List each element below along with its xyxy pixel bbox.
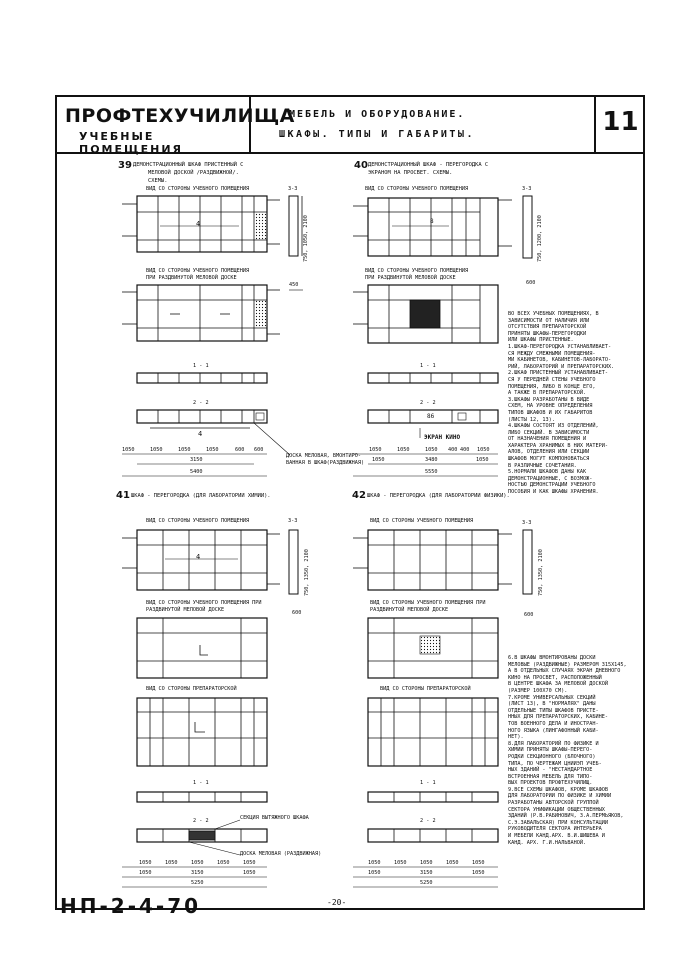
section-41-dim-b: 3150 bbox=[191, 870, 204, 876]
section-41-depth: 600 bbox=[292, 610, 302, 616]
section-41-view-1: ВИД СО СТОРОНЫ УЧЕБНОГО ПОМЕЩЕНИЯ bbox=[146, 518, 250, 524]
section-40-title-2: ЭКРАНОМ НА ПРОСВЕТ. СХЕМЫ. bbox=[368, 170, 453, 176]
section-40-number: 40 bbox=[354, 160, 368, 171]
note-line: ХИМИИ ПРИНЯТЫ ШКАФЫ-ПЕРЕГО- bbox=[508, 747, 593, 754]
note-line: (ЛИСТЫ 12, 13). bbox=[508, 416, 555, 423]
section-41-mark-4: 4 bbox=[196, 553, 201, 561]
note-line: ЗАВИСИМОСТИ ОТ НАЛИЧИЯ ИЛИ bbox=[508, 317, 590, 324]
section-39-dim-1: 1050 bbox=[122, 447, 135, 453]
note-line: ПОМЕЩЕНИЯ, ЛИБО В КОНЦЕ ЕГО, bbox=[508, 383, 596, 390]
section-42-cut-33: 3-3 bbox=[522, 520, 532, 526]
note-line: РУКОВОДИТЕЛЯ СЕКТОРА ИНТЕРЬЕРА bbox=[508, 826, 602, 833]
document-code: НП-2-4-70 bbox=[60, 894, 202, 918]
section-42-dim-total: 5250 bbox=[420, 880, 433, 886]
section-42-dim-2: 1050 bbox=[394, 860, 407, 866]
section-39-dim-total: 5400 bbox=[190, 469, 203, 475]
section-41-view-3: ВИД СО СТОРОНЫ ПРЕПАРАТОРСКОЙ bbox=[146, 686, 237, 692]
note-line: ЗДАНИЙ (Р.В.РАБИНОВИЧ, З.А.ПЕРМЬЯКОВ, bbox=[508, 813, 624, 820]
section-42-number: 42 bbox=[352, 490, 366, 501]
section-41-dim-2: 1050 bbox=[165, 860, 178, 866]
section-41-dim-total: 5250 bbox=[191, 880, 204, 886]
note-line: ВЫХ ПРОЕКТОВ ПРОФТЕХУЧИЛИЩ. bbox=[508, 780, 593, 787]
note-line: ННЫХ ДЛЯ ПРЕПАРАТОРСКИХ, КАБИНЕ- bbox=[508, 714, 608, 721]
section-39-cut-11: 1 - 1 bbox=[193, 363, 209, 369]
section-40-cut-33: 3-3 bbox=[522, 186, 532, 192]
note-line: СЯ У ПЕРЕДНЕЙ СТЕНЫ УЧЕБНОГО bbox=[508, 376, 596, 383]
sec41-elevation-1 bbox=[122, 530, 280, 590]
section-39-dim-3: 1050 bbox=[178, 447, 191, 453]
note-line: 3.ШКАФЫ РАЗРАБОТАНЫ В ВИДЕ bbox=[508, 396, 590, 403]
note-line: ДЛЯ ЛАБОРАТОРИИ ПО ФИЗИКЕ И ХИМИИ bbox=[508, 793, 612, 800]
note-line: РИЙ, ЛАБОРАТОРИЙ И ПРЕПАРАТОРСКИХ. bbox=[508, 363, 615, 370]
document-title: ПРОФТЕХУЧИЛИЩА bbox=[65, 105, 295, 127]
note-line: И МЕБЕЛИ КАНД.АРХ. В.И.ШИШЕВА И bbox=[508, 833, 605, 840]
section-41-number: 41 bbox=[116, 490, 130, 501]
note-line: МЕЛОВЫЕ (РАЗДВИЖНЫЕ) РАЗМЕРОМ 315Х145, bbox=[508, 661, 627, 668]
section-40-dim-a: 1050 bbox=[372, 457, 385, 463]
section-39-mark-4a: 4 bbox=[196, 220, 201, 228]
note-line: 1.ШКАФ-ПЕРЕГОРОДКА УСТАНАВЛИВАЕТ- bbox=[508, 343, 612, 350]
section-39-dim-2: 1050 bbox=[150, 447, 163, 453]
section-40-vertical-dims: 750, 1200, 2100 bbox=[537, 215, 543, 262]
note-line: ОТ НАЗНАЧЕНИЯ ПОМЕЩЕНИЯ И bbox=[508, 436, 587, 443]
note-line: НОГО ЯЗЫКА (ЛИНГАФОННЫЙ КАБИ- bbox=[508, 727, 599, 734]
section-39-depth: 450 bbox=[289, 282, 299, 288]
section-39-dim-4: 1050 bbox=[206, 447, 219, 453]
board-label-line2: ВАННАЯ В ШКАФ(РАЗДВИЖНАЯ) bbox=[286, 460, 365, 466]
section-41-cut-11: 1 - 1 bbox=[193, 780, 209, 786]
note-line: 5.НОРМАЛИ ШКАФОВ ДАНЫ КАК bbox=[508, 469, 587, 476]
section-40-dim-5: 400 bbox=[460, 447, 470, 453]
section-41-title: ШКАФ - ПЕРЕГОРОДКА (ДЛЯ ЛАБОРАТОРИИ ХИМИИ). bbox=[131, 493, 271, 499]
section-40-dim-6: 1050 bbox=[477, 447, 490, 453]
note-line: (ЛИСТ 13), В "НОРМАЛЯХ" ДАНЫ bbox=[508, 701, 596, 708]
note-line: 6.В ШКАФЫ ВМОНТИРОВАНЫ ДОСКИ bbox=[508, 655, 596, 661]
section-42-dim-3: 1050 bbox=[420, 860, 433, 866]
section-42-cut-22: 2 - 2 bbox=[420, 818, 436, 824]
screen-label: ЭКРАН КИНО bbox=[424, 434, 461, 441]
section-41-dim-4: 1050 bbox=[217, 860, 230, 866]
section-42-view-3: ВИД СО СТОРОНЫ ПРЕПАРАТОРСКОЙ bbox=[380, 686, 471, 692]
section-40-dim-2: 1050 bbox=[397, 447, 410, 453]
section-42-dim-1: 1050 bbox=[368, 860, 381, 866]
note-line: РОДКИ СЕКЦИОННОГО (БЛОЧНОГО) bbox=[508, 753, 596, 760]
section-39-view-2a: ВИД СО СТОРОНЫ УЧЕБНОГО ПОМЕЩЕНИЯ bbox=[146, 268, 250, 274]
board-label-line1: ДОСКА МЕЛОВАЯ, ВМОНТИРО- bbox=[286, 453, 361, 459]
section-42-dim-5: 1050 bbox=[472, 860, 485, 866]
sec40-elevation-2 bbox=[353, 285, 498, 343]
document-subtitle: УЧЕБНЫЕ ПОМЕЩЕНИЯ bbox=[79, 130, 183, 156]
note-line: СХЕМ, НА УРОВНЕ ОПРЕДЕЛЕНИЯ bbox=[508, 403, 593, 410]
section-42-view-2b: РАЗДВИНУТОЙ МЕЛОВОЙ ДОСКЕ bbox=[370, 607, 449, 613]
section-title-line2: ШКАФЫ. ТИПЫ И ГАБАРИТЫ. bbox=[279, 129, 475, 140]
section-39-mark-4b: 4 bbox=[198, 430, 203, 438]
section-39-title-3: СХЕМЫ. bbox=[148, 178, 168, 184]
note-line: ВО ВСЕХ УЧЕБНЫХ ПОМЕЩЕНИЯХ, В bbox=[508, 311, 599, 317]
sec42-elevation-2 bbox=[368, 618, 498, 678]
section-41-cut-33: 3-3 bbox=[288, 518, 298, 524]
section-39-view-1: ВИД СО СТОРОНЫ УЧЕБНОГО ПОМЕЩЕНИЯ bbox=[146, 186, 250, 192]
section-41-cut-22: 2 - 2 bbox=[193, 818, 209, 824]
note-line: НЫХ ЗДАНИЙ - "НЕСТАНДАРТНОЕ bbox=[508, 767, 593, 774]
section-39-title-2: МЕЛОВОЙ ДОСКОЙ /РАЗДВИЖНОЙ/. bbox=[148, 170, 239, 176]
section-39-title-1: ДЕМОНСТРАЦИОННЫЙ ШКАФ ПРИСТЕННЫЙ С bbox=[133, 162, 244, 168]
section-41-dim-5: 1050 bbox=[243, 860, 256, 866]
note-line: КИНО НА ПРОСВЕТ, РАСПОЛОЖЕННЫЙ bbox=[508, 674, 602, 681]
section-40-dim-4: 400 bbox=[448, 447, 458, 453]
section-42-view-2a: ВИД СО СТОРОНЫ УЧЕБНОГО ПОМЕЩЕНИЯ ПРИ bbox=[370, 600, 486, 606]
note-line: СЕКТОРА УНИФИКАЦИИ ОБЩЕСТВЕННЫХ bbox=[508, 806, 605, 813]
note-line: ТИПОВ ШКАФОВ И ИХ ГАБАРИТОВ bbox=[508, 409, 593, 416]
note-line: ТОВ ВОЕННОГО ДЕЛА И ИНОСТРАН- bbox=[508, 720, 599, 727]
section-40-dim-3: 1050 bbox=[425, 447, 438, 453]
sec39-elevation-1 bbox=[122, 196, 280, 252]
section-42-cut-11: 1 - 1 bbox=[420, 780, 436, 786]
note-line: 8.ДЛЯ ЛАБОРАТОРИЙ ПО ФИЗИКЕ И bbox=[508, 740, 599, 747]
note-line: НОСТЬЮ ДЕМОНСТРАЦИИ УЧЕБНОГО bbox=[508, 482, 596, 489]
section-39-cut-22: 2 - 2 bbox=[193, 400, 209, 406]
board-label-41: ДОСКА МЕЛОВАЯ (РАЗДВИЖНАЯ) bbox=[240, 851, 322, 857]
section-40-mark-8: 8 bbox=[430, 218, 434, 225]
section-41-dim-1: 1050 bbox=[139, 860, 152, 866]
note-line: ХАРАКТЕРА ХРАНИМЫХ В НИХ МАТЕРИ- bbox=[508, 442, 608, 449]
section-39-cut-33: 3-3 bbox=[288, 186, 298, 192]
note-line: 4.ШКАФЫ СОСТОЯТ ИЗ ОТДЕЛЕНИЙ, bbox=[508, 423, 599, 430]
note-line: ВСТРОЕННАЯ МЕБЕЛЬ ДЛЯ ТИПО- bbox=[508, 773, 593, 780]
section-40-view-2b: ПРИ РАЗДВИНУТОЙ МЕЛОВОЙ ДОСКЕ bbox=[365, 275, 456, 281]
note-line: (РАЗМЕР 100Х70 СМ). bbox=[508, 687, 568, 694]
note-line: МИ КАБИНЕТОВ, КАБИНЕТОВ-ЛАБОРАТО- bbox=[508, 357, 612, 364]
note-line: В ЦЕНТРЕ ШКАФА ЗА МЕЛОВОЙ ДОСКОЙ bbox=[508, 681, 608, 688]
section-39-number: 39 bbox=[118, 160, 132, 171]
section-40-dim-b: 3480 bbox=[425, 457, 438, 463]
section-39-dim-5: 600 bbox=[235, 447, 245, 453]
note-line: 2.ШКАФ ПРИСТЕННЫЙ УСТАНАВЛИВАЕТ- bbox=[508, 370, 608, 377]
sec39-elevation-2 bbox=[122, 285, 280, 341]
note-line: ДЕМОНСТРАЦИОННЫЕ, С ВОЗМОЖ- bbox=[508, 475, 593, 482]
section-42-vertical-dims: 750, 1350, 2100 bbox=[538, 549, 544, 596]
hood-label: СЕКЦИЯ ВЫТЯЖНОГО ШКАФА bbox=[240, 815, 309, 821]
section-41-dim-c: 1050 bbox=[243, 870, 256, 876]
section-42-dim-4: 1050 bbox=[446, 860, 459, 866]
sec42-elevation-1 bbox=[353, 530, 512, 590]
section-39-vertical-dims: 750, 1050, 2100 bbox=[303, 215, 309, 262]
note-line: А ТАКЖЕ В ПРЕПАРАТОРСКОЙ. bbox=[508, 390, 587, 397]
section-42-title: ШКАФ - ПЕРЕГОРОДКА (ДЛЯ ЛАБОРАТОРИИ ФИЗИКИ). bbox=[367, 493, 510, 499]
sheet-number: 11 bbox=[602, 107, 639, 137]
section-41-vertical-dims: 750, 1350, 2100 bbox=[304, 549, 310, 596]
note-line: ТИПА, ПО ЧЕРТЕЖАМ ЦНИИЭП УЧЕБ- bbox=[508, 760, 602, 767]
note-line: 7.КРОМЕ УНИВЕРСАЛЬНЫХ СЕКЦИЙ bbox=[508, 694, 596, 701]
note-line: С.Э.ЗАВАЛЬСКАЯ) ПРИ КОНСУЛЬТАЦИИ bbox=[508, 819, 608, 826]
section-39-dim-6: 600 bbox=[254, 447, 264, 453]
note-line: 9.ВСЕ СХЕМЫ ШКАФОВ, КРОМЕ ШКАФОВ bbox=[508, 786, 608, 793]
section-40-mark-86: 86 bbox=[427, 413, 435, 420]
section-40-cut-22: 2 - 2 bbox=[420, 400, 436, 406]
note-line: КАНД. АРХ. Г.И.НАЛЬВАНОЙ. bbox=[508, 839, 587, 846]
section-41-dim-3: 1050 bbox=[191, 860, 204, 866]
note-line: ЛИБО СЕКЦИЙ. В ЗАВИСИМОСТИ bbox=[508, 429, 590, 436]
section-40-dim-c: 1050 bbox=[476, 457, 489, 463]
section-40-title-1: ДЕМОНСТРАЦИОННЫЙ ШКАФ - ПЕРЕГОРОДКА С bbox=[368, 162, 489, 168]
section-40-dim-total: 5550 bbox=[425, 469, 438, 475]
section-41-dim-a: 1050 bbox=[139, 870, 152, 876]
sec41-elevation-3 bbox=[137, 698, 267, 766]
section-41-view-2b: РАЗДВИНУТОЙ МЕЛОВОЙ ДОСКЕ bbox=[146, 607, 225, 613]
section-39-view-2b: ПРИ РАЗДВИНУТОЙ МЕЛОВОЙ ДОСКЕ bbox=[146, 275, 237, 281]
sec40-elevation-1 bbox=[353, 198, 512, 256]
note-line: ОТСУТСТВИЯ ПРЕПАРАТОРСКОЙ bbox=[508, 324, 587, 331]
note-line: ПОСОБИЯ И КАК ШКАФЫ ХРАНЕНИЯ. bbox=[508, 489, 599, 496]
section-40-depth: 600 bbox=[526, 280, 536, 286]
note-line: РАЗРАБОТАНЫ АВТОРСКОЙ ГРУППОЙ bbox=[508, 800, 599, 807]
section-41-view-2a: ВИД СО СТОРОНЫ УЧЕБНОГО ПОМЕЩЕНИЯ ПРИ bbox=[146, 600, 262, 606]
section-39-dim-mid: 3150 bbox=[190, 457, 203, 463]
note-line: ИЛИ ШКАФЫ ПРИСТЕННЫЕ. bbox=[508, 337, 574, 344]
note-line: ШКАФОВ МОГУТ КОМПОНОВАТЬСЯ bbox=[508, 456, 590, 463]
page-number: -20- bbox=[327, 898, 347, 907]
note-line: ОТДЕЛЬНЫЕ ТИПЫ ШКАФОВ ПРИСТЕ- bbox=[508, 707, 599, 714]
section-40-cut-11: 1 - 1 bbox=[420, 363, 436, 369]
section-42-dim-a: 1050 bbox=[368, 870, 381, 876]
section-40-view-2a: ВИД СО СТОРОНЫ УЧЕБНОГО ПОМЕЩЕНИЯ bbox=[365, 268, 469, 274]
section-42-view-1: ВИД СО СТОРОНЫ УЧЕБНОГО ПОМЕЩЕНИЯ bbox=[370, 518, 474, 524]
note-line: СЯ МЕЖДУ СМЕЖНЫМИ ПОМЕЩЕНИЯ- bbox=[508, 350, 596, 357]
section-42-depth: 600 bbox=[524, 612, 534, 618]
section-40-view-1: ВИД СО СТОРОНЫ УЧЕБНОГО ПОМЕЩЕНИЯ bbox=[365, 186, 469, 192]
section-title-line1: МЕБЕЛЬ И ОБОРУДОВАНИЕ. bbox=[289, 109, 466, 120]
sec42-elevation-3 bbox=[368, 698, 498, 766]
section-40-dim-1: 1050 bbox=[369, 447, 382, 453]
note-line: В РАЗЛИЧНЫЕ СОЧЕТАНИЯ. bbox=[508, 462, 577, 469]
note-line: ПРИНЯТЫ ШКАФЫ-ПЕРЕГОРОДКИ bbox=[508, 330, 587, 337]
note-line: АЛОВ, ОТДЕЛЕНИЯ ИЛИ СЕКЦИИ bbox=[508, 449, 590, 456]
note-line: НЕТ). bbox=[508, 734, 524, 741]
section-42-dim-b: 3150 bbox=[420, 870, 433, 876]
section-42-dim-c: 1050 bbox=[472, 870, 485, 876]
note-line: А В ОТДЕЛЬНЫХ СЛУЧАЯХ ЭКРАН ДНЕВНОГО bbox=[508, 668, 621, 675]
sec41-elevation-2 bbox=[137, 618, 267, 678]
